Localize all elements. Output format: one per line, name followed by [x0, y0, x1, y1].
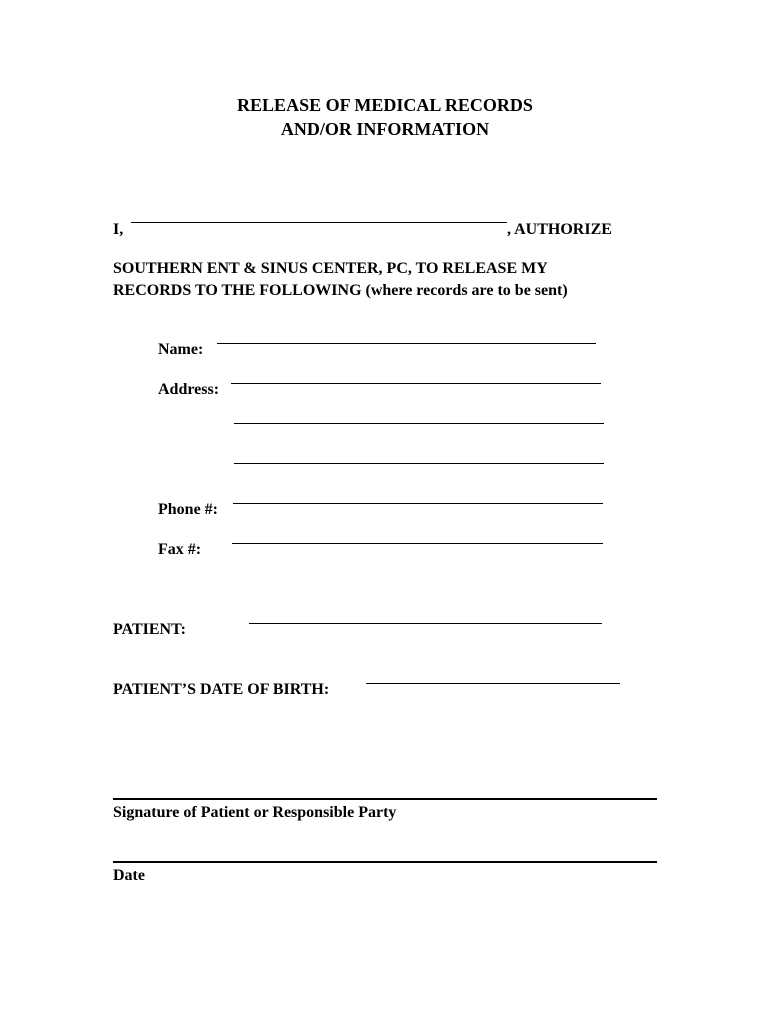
- authorize-suffix: , AUTHORIZE: [507, 221, 612, 238]
- authorizer-name-field[interactable]: [131, 222, 507, 223]
- recipient-phone-field[interactable]: [233, 503, 603, 504]
- form-title-line-1: RELEASE OF MEDICAL RECORDS: [237, 95, 533, 115]
- patient-label: PATIENT:: [113, 621, 186, 638]
- recipient-address-field-2[interactable]: [234, 423, 604, 424]
- signature-field[interactable]: [113, 798, 657, 800]
- patient-dob-field[interactable]: [366, 683, 620, 684]
- recipient-address-field-1[interactable]: [231, 383, 601, 384]
- patient-name-field[interactable]: [249, 623, 602, 624]
- recipient-fax-field[interactable]: [232, 543, 603, 544]
- recipient-phone-label: Phone #:: [158, 501, 218, 518]
- recipient-name-label: Name:: [158, 341, 204, 358]
- recipient-address-label: Address:: [158, 381, 220, 398]
- date-field[interactable]: [113, 861, 657, 863]
- recipient-name-field[interactable]: [217, 343, 596, 344]
- patient-dob-label: PATIENT’S DATE OF BIRTH:: [113, 681, 330, 698]
- signature-label: Signature of Patient or Responsible Party: [113, 804, 397, 821]
- authorize-prefix: I,: [113, 221, 124, 238]
- date-label: Date: [113, 867, 145, 884]
- release-statement-line-1: SOUTHERN ENT & SINUS CENTER, PC, TO RELEASE MY: [113, 260, 548, 277]
- form-title-line-2: AND/OR INFORMATION: [280, 119, 490, 139]
- recipient-address-field-3[interactable]: [234, 463, 604, 464]
- release-statement-line-2: RECORDS TO THE FOLLOWING (where records are to be sent): [113, 282, 568, 299]
- recipient-fax-label: Fax #:: [158, 541, 202, 558]
